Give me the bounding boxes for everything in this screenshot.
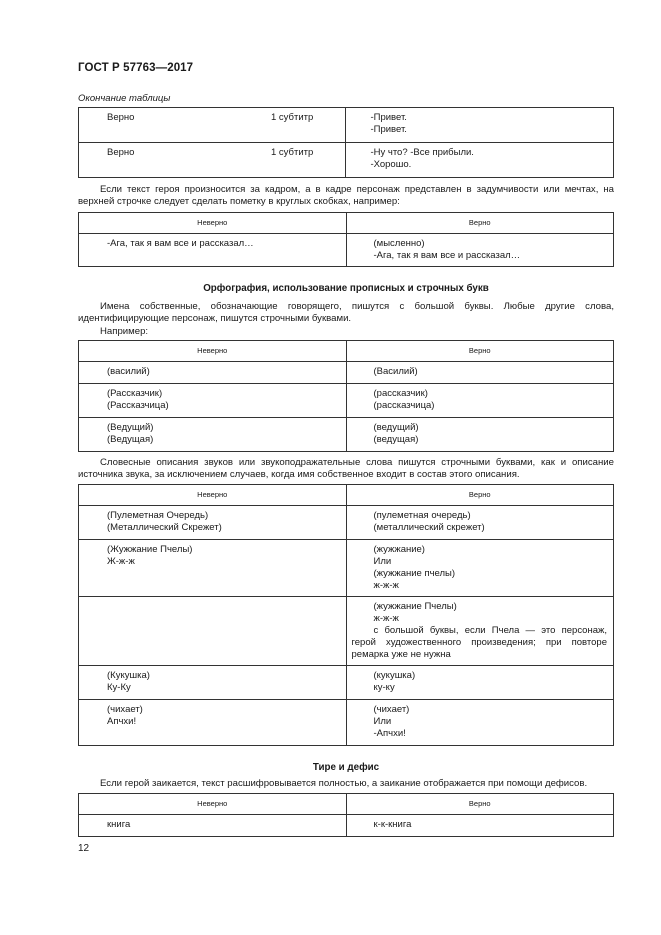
section-heading: Тире и дефис	[312, 762, 380, 773]
cell-note: с большой буквы, если Пчела — это персонаж, герой художественного произведения; при повторе ремарка уже не нужна	[351, 625, 607, 660]
table-offscreen-remark	[78, 212, 614, 267]
paragraph: Словесные описания звуков или звукоподражательные слова пишутся строчными буквами, как и описание источника звука, за исключением случаев, когда имя собственное входит в состав этого описания.	[78, 457, 614, 480]
table-row	[79, 384, 614, 418]
table-row	[79, 597, 614, 666]
cell-line: (Василий)	[373, 366, 418, 377]
cell-line: Или	[373, 556, 392, 567]
table-row	[79, 700, 614, 746]
cell-line: (Рассказчик)	[107, 388, 163, 399]
cell-line: (ведущий)	[373, 422, 419, 433]
cell-line: (жужжание Пчелы)	[373, 601, 457, 612]
table-row	[79, 143, 614, 178]
cell-line: (металлический скрежет)	[373, 522, 485, 533]
cell-line: книга	[107, 819, 131, 830]
cell-line: Ж-ж-ж	[107, 556, 135, 567]
cell-line: Или	[373, 716, 392, 727]
cell-line: (Ведущая)	[107, 434, 154, 445]
table-row	[79, 540, 614, 597]
cell-line: Ку-Ку	[107, 682, 131, 693]
column-header: Верно	[346, 213, 614, 234]
table-capitalization	[78, 340, 614, 452]
cell-line: -Ну что? -Все прибыли.	[370, 147, 474, 158]
table-header-row	[79, 485, 614, 506]
cell-line: ж-ж-ж	[373, 580, 399, 591]
cell-line: (пулеметная очередь)	[373, 510, 471, 521]
column-header: Неверно	[79, 794, 347, 815]
cell-text: Верно	[107, 112, 135, 123]
cell-line: -Ага, так я вам все и рассказал…	[107, 238, 254, 249]
cell-line: (чихает)	[107, 704, 143, 715]
cell-text: 1 субтитр	[271, 147, 314, 158]
cell-line: (Рассказчица)	[107, 400, 169, 411]
cell-line: (жужжание пчелы)	[373, 568, 456, 579]
cell-line: (василий)	[107, 366, 150, 377]
cell-line: к-к-книга	[373, 819, 412, 830]
table-row	[79, 666, 614, 700]
cell-line: -Ага, так я вам все и рассказал…	[373, 250, 521, 261]
column-header: Верно	[346, 794, 614, 815]
cell-line: (Жужжание Пчелы)	[107, 544, 193, 555]
table-header-row	[79, 341, 614, 362]
column-header: Неверно	[79, 213, 347, 234]
table-row	[79, 418, 614, 452]
paragraph: Если герой заикается, текст расшифровывается полностью, а заикание отображается при помощи дефисов.	[100, 778, 588, 789]
cell-line: ку-ку	[373, 682, 395, 693]
document-id: ГОСТ Р 57763—2017	[78, 62, 194, 74]
cell-line: (чихает)	[373, 704, 410, 715]
table-sounds	[78, 484, 614, 746]
cell-line: (Пулеметная Очередь)	[107, 510, 209, 521]
cell-line: -Хорошо.	[370, 159, 412, 170]
cell-line: (Металлический Скрежет)	[107, 522, 222, 533]
cell-line: (рассказчик)	[373, 388, 428, 399]
table-stutter	[78, 793, 614, 837]
column-header: Неверно	[79, 341, 347, 362]
table-row	[79, 362, 614, 384]
table-continuation	[78, 107, 614, 178]
cell-text: Верно	[107, 147, 135, 158]
table-row	[79, 108, 614, 143]
cell-line: (ведущая)	[373, 434, 419, 445]
column-header: Верно	[346, 485, 614, 506]
section-heading: Орфография, использование прописных и строчных букв	[203, 283, 489, 294]
cell-line: (Кукушка)	[107, 670, 150, 681]
cell-line: ж-ж-ж	[373, 613, 399, 624]
cell-text: 1 субтитр	[271, 112, 314, 123]
table-row	[79, 815, 614, 837]
paragraph: Если текст героя произносится за кадром, а в кадре персонаж представлен в задумчивости или мечтах, на верхней строчке следует сделать пометку в круглых скобках, например:	[78, 184, 614, 207]
column-header: Неверно	[79, 485, 347, 506]
cell-line: (кукушка)	[373, 670, 416, 681]
cell-line: -Апчхи!	[373, 728, 406, 739]
paragraph: Имена собственные, обозначающие говорящего, пишутся с большой буквы. Любые другие слова, идентифицирующие персонаж, пишутся строчными буквами.	[78, 301, 614, 324]
column-header: Верно	[346, 341, 614, 362]
table-row	[79, 506, 614, 540]
table-header-row	[79, 794, 614, 815]
cell-line: (Ведущий)	[107, 422, 154, 433]
cell-line: (рассказчица)	[373, 400, 435, 411]
cell-line: -Привет.	[370, 124, 407, 135]
cell-line: Апчхи!	[107, 716, 137, 727]
page-number: 12	[78, 843, 90, 854]
table-header-row	[79, 213, 614, 234]
cell-line: (жужжание)	[373, 544, 425, 555]
table-row	[79, 234, 614, 267]
paragraph: Например:	[100, 326, 149, 337]
cell-line: -Привет.	[370, 112, 407, 123]
cell-line: (мысленно)	[373, 238, 425, 249]
table-caption: Окончание таблицы	[78, 93, 171, 104]
